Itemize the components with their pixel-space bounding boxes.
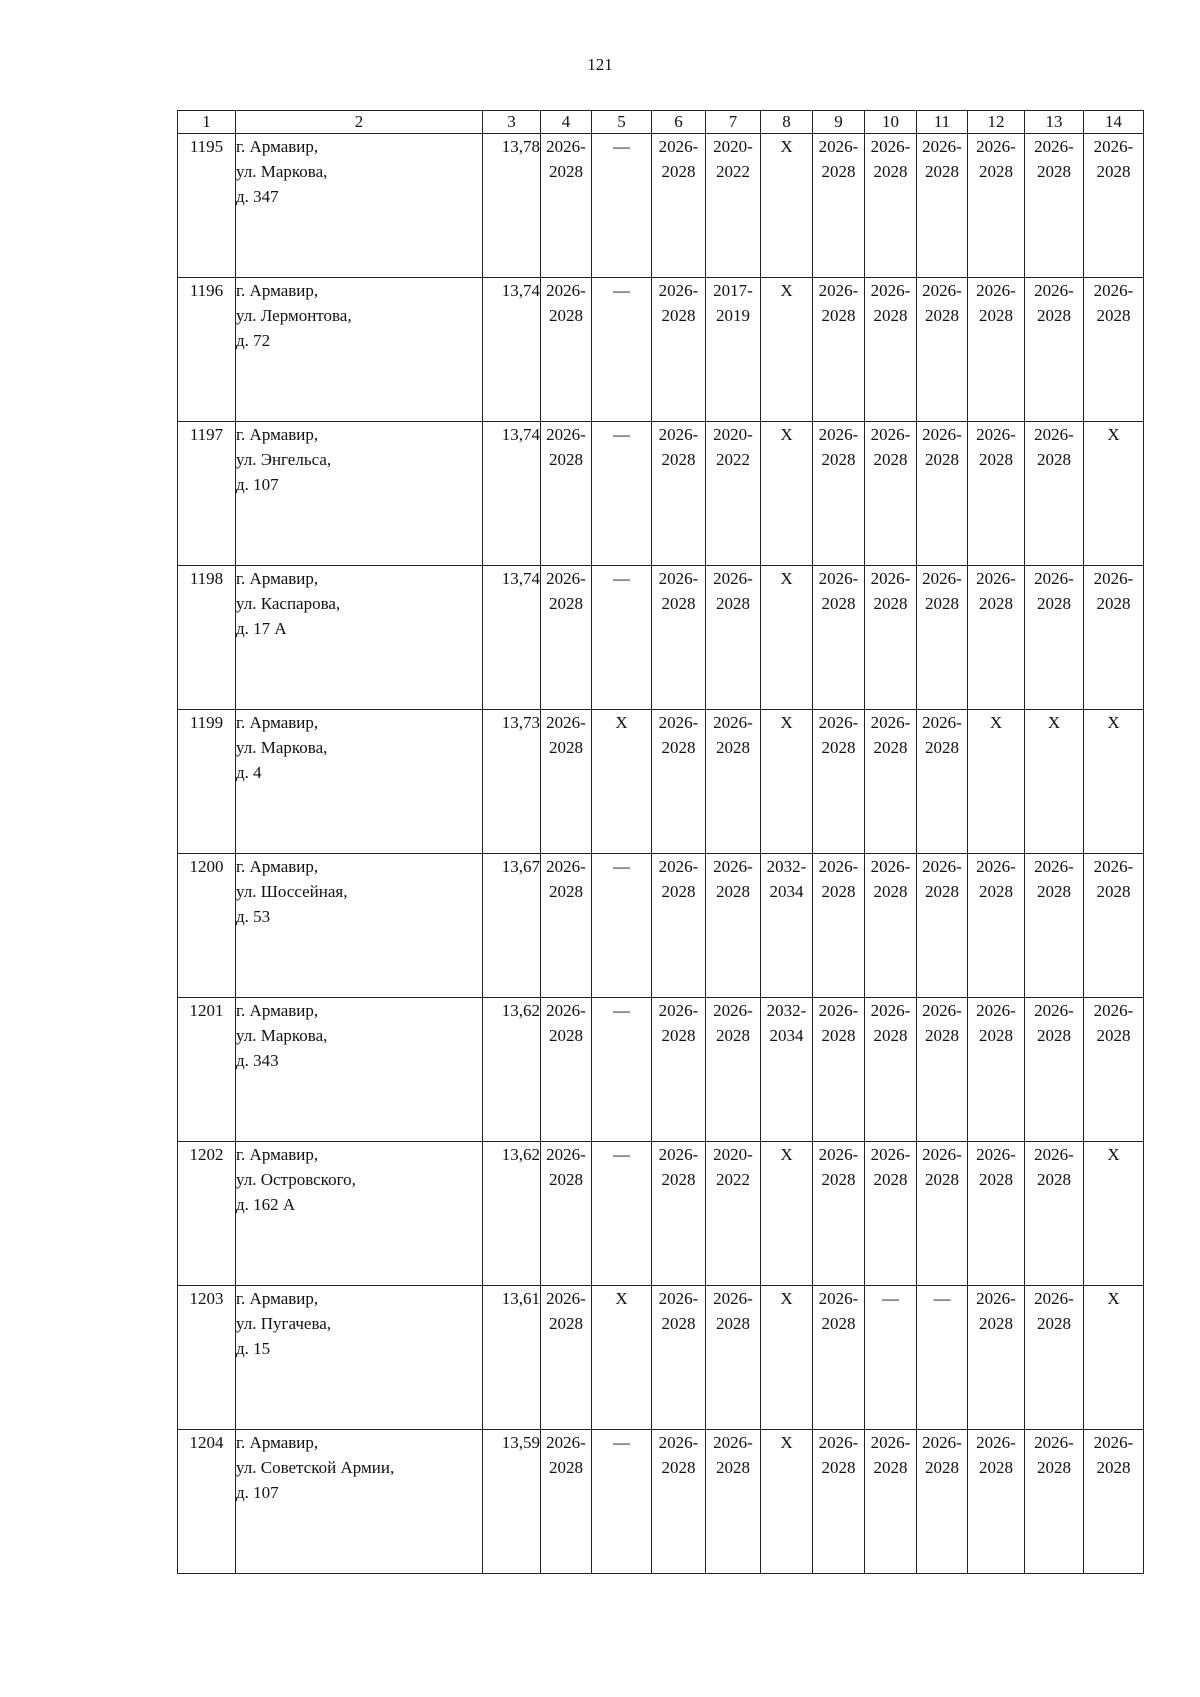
table-row: [178, 710, 1144, 854]
period-cell-col-7: 2020- 2022: [706, 422, 761, 566]
address-line: д. 72: [236, 331, 271, 350]
table-row: [178, 1430, 1144, 1574]
column-header-12: 12: [968, 111, 1025, 134]
period-cell-col-11: 2026- 2028: [917, 1430, 968, 1574]
period-cell-col-11: 2026- 2028: [917, 278, 968, 422]
period-cell-col-12: 2026- 2028: [968, 566, 1025, 710]
period-cell-col-8: 2032- 2034: [761, 854, 813, 998]
period-cell-col-7: 2017- 2019: [706, 278, 761, 422]
column-header-14: 14: [1084, 111, 1144, 134]
column-header-9: 9: [813, 111, 865, 134]
period-cell-col-6: 2026- 2028: [652, 854, 706, 998]
period-cell-col-5: —: [592, 566, 652, 710]
period-cell-col-6: 2026- 2028: [652, 278, 706, 422]
address-cell: [236, 710, 483, 854]
row-number: 1195: [178, 134, 236, 278]
address-line: д. 343: [236, 1051, 279, 1070]
period-cell-col-14: 2026- 2028: [1084, 134, 1144, 278]
period-cell-col-7: 2026- 2028: [706, 1430, 761, 1574]
period-cell-col-9: 2026- 2028: [813, 1142, 865, 1286]
period-cell-col-12: 2026- 2028: [968, 1286, 1025, 1430]
period-cell-col-7: 2026- 2028: [706, 710, 761, 854]
address-line: д. 347: [236, 187, 279, 206]
period-cell-col-5: —: [592, 1142, 652, 1286]
period-cell-col-13: 2026- 2028: [1025, 1286, 1084, 1430]
period-cell-col-5: —: [592, 134, 652, 278]
row-number: 1204: [178, 1430, 236, 1574]
address-line: г. Армавир,: [236, 569, 319, 588]
period-cell-col-4: 2026- 2028: [541, 854, 592, 998]
address-line: г. Армавир,: [236, 425, 319, 444]
column-header-11: 11: [917, 111, 968, 134]
period-cell-col-10: 2026- 2028: [865, 1430, 917, 1574]
column-header-10: 10: [865, 111, 917, 134]
period-cell-col-13: 2026- 2028: [1025, 1430, 1084, 1574]
period-cell-col-7: 2020- 2022: [706, 1142, 761, 1286]
period-cell-col-14: X: [1084, 422, 1144, 566]
area-value: 13,74: [483, 278, 541, 422]
table-row: [178, 998, 1144, 1142]
address-line: ул. Энгельса,: [236, 450, 332, 469]
row-number: 1196: [178, 278, 236, 422]
table-row: [178, 422, 1144, 566]
address-line: ул. Каспарова,: [236, 594, 341, 613]
area-value: 13,61: [483, 1286, 541, 1430]
period-cell-col-12: 2026- 2028: [968, 854, 1025, 998]
registry-table: [177, 110, 1144, 1574]
address-line: ул. Советской Армии,: [236, 1458, 395, 1477]
column-header-4: 4: [541, 111, 592, 134]
period-cell-col-7: 2020- 2022: [706, 134, 761, 278]
address-line: г. Армавир,: [236, 1433, 319, 1452]
period-cell-col-6: 2026- 2028: [652, 710, 706, 854]
column-header-5: 5: [592, 111, 652, 134]
period-cell-col-10: 2026- 2028: [865, 422, 917, 566]
period-cell-col-11: 2026- 2028: [917, 566, 968, 710]
period-cell-col-10: 2026- 2028: [865, 854, 917, 998]
period-cell-col-13: 2026- 2028: [1025, 278, 1084, 422]
address-cell: [236, 278, 483, 422]
period-cell-col-9: 2026- 2028: [813, 1286, 865, 1430]
address-cell: [236, 422, 483, 566]
period-cell-col-6: 2026- 2028: [652, 134, 706, 278]
address-cell: [236, 854, 483, 998]
period-cell-col-6: 2026- 2028: [652, 1142, 706, 1286]
period-cell-col-13: 2026- 2028: [1025, 566, 1084, 710]
period-cell-col-14: X: [1084, 710, 1144, 854]
period-cell-col-4: 2026- 2028: [541, 422, 592, 566]
period-cell-col-11: 2026- 2028: [917, 134, 968, 278]
period-cell-col-9: 2026- 2028: [813, 854, 865, 998]
area-value: 13,78: [483, 134, 541, 278]
column-header-2: 2: [236, 111, 483, 134]
period-cell-col-11: —: [917, 1286, 968, 1430]
column-header-6: 6: [652, 111, 706, 134]
period-cell-col-5: —: [592, 1430, 652, 1574]
period-cell-col-14: 2026- 2028: [1084, 1430, 1144, 1574]
period-cell-col-8: X: [761, 1142, 813, 1286]
address-line: ул. Шоссейная,: [236, 882, 348, 901]
address-line: д. 53: [236, 907, 271, 926]
period-cell-col-8: X: [761, 566, 813, 710]
area-value: 13,73: [483, 710, 541, 854]
address-line: д. 17 А: [236, 619, 287, 638]
period-cell-col-4: 2026- 2028: [541, 1142, 592, 1286]
row-number: 1200: [178, 854, 236, 998]
address-cell: [236, 998, 483, 1142]
address-line: ул. Пугачева,: [236, 1314, 332, 1333]
area-value: 13,74: [483, 566, 541, 710]
period-cell-col-9: 2026- 2028: [813, 566, 865, 710]
period-cell-col-5: —: [592, 278, 652, 422]
period-cell-col-4: 2026- 2028: [541, 1286, 592, 1430]
address-line: д. 107: [236, 1483, 279, 1502]
row-number: 1201: [178, 998, 236, 1142]
table-body: [178, 134, 1144, 1574]
address-cell: [236, 1430, 483, 1574]
period-cell-col-8: X: [761, 1286, 813, 1430]
address-line: г. Армавир,: [236, 281, 319, 300]
row-number: 1198: [178, 566, 236, 710]
period-cell-col-12: 2026- 2028: [968, 998, 1025, 1142]
address-cell: [236, 1286, 483, 1430]
period-cell-col-4: 2026- 2028: [541, 278, 592, 422]
period-cell-col-5: X: [592, 710, 652, 854]
period-cell-col-9: 2026- 2028: [813, 134, 865, 278]
address-cell: [236, 1142, 483, 1286]
row-number: 1203: [178, 1286, 236, 1430]
row-number: 1197: [178, 422, 236, 566]
period-cell-col-4: 2026- 2028: [541, 998, 592, 1142]
period-cell-col-13: 2026- 2028: [1025, 854, 1084, 998]
page-number: 121: [587, 55, 613, 74]
address-line: г. Армавир,: [236, 1001, 319, 1020]
period-cell-col-12: 2026- 2028: [968, 1142, 1025, 1286]
period-cell-col-9: 2026- 2028: [813, 278, 865, 422]
period-cell-col-7: 2026- 2028: [706, 566, 761, 710]
period-cell-col-13: X: [1025, 710, 1084, 854]
period-cell-col-10: 2026- 2028: [865, 278, 917, 422]
table-row: [178, 1286, 1144, 1430]
period-cell-col-11: 2026- 2028: [917, 422, 968, 566]
period-cell-col-8: X: [761, 134, 813, 278]
period-cell-col-14: 2026- 2028: [1084, 278, 1144, 422]
address-line: г. Армавир,: [236, 1289, 319, 1308]
period-cell-col-14: 2026- 2028: [1084, 566, 1144, 710]
period-cell-col-10: —: [865, 1286, 917, 1430]
period-cell-col-11: 2026- 2028: [917, 998, 968, 1142]
period-cell-col-13: 2026- 2028: [1025, 1142, 1084, 1286]
address-line: д. 15: [236, 1339, 271, 1358]
column-header-7: 7: [706, 111, 761, 134]
address-line: ул. Маркова,: [236, 738, 328, 757]
period-cell-col-10: 2026- 2028: [865, 710, 917, 854]
period-cell-col-12: 2026- 2028: [968, 134, 1025, 278]
area-value: 13,62: [483, 1142, 541, 1286]
period-cell-col-6: 2026- 2028: [652, 566, 706, 710]
period-cell-col-14: 2026- 2028: [1084, 998, 1144, 1142]
table-row: [178, 278, 1144, 422]
period-cell-col-13: 2026- 2028: [1025, 998, 1084, 1142]
period-cell-col-9: 2026- 2028: [813, 710, 865, 854]
period-cell-col-5: —: [592, 422, 652, 566]
period-cell-col-12: 2026- 2028: [968, 422, 1025, 566]
row-number: 1202: [178, 1142, 236, 1286]
period-cell-col-13: 2026- 2028: [1025, 134, 1084, 278]
area-value: 13,62: [483, 998, 541, 1142]
address-line: ул. Маркова,: [236, 162, 328, 181]
period-cell-col-14: X: [1084, 1142, 1144, 1286]
column-header-8: 8: [761, 111, 813, 134]
column-header-3: 3: [483, 111, 541, 134]
period-cell-col-7: 2026- 2028: [706, 854, 761, 998]
period-cell-col-10: 2026- 2028: [865, 566, 917, 710]
area-value: 13,59: [483, 1430, 541, 1574]
period-cell-col-8: 2032- 2034: [761, 998, 813, 1142]
period-cell-col-6: 2026- 2028: [652, 998, 706, 1142]
address-line: ул. Лермонтова,: [236, 306, 352, 325]
period-cell-col-9: 2026- 2028: [813, 1430, 865, 1574]
address-line: д. 4: [236, 763, 262, 782]
period-cell-col-9: 2026- 2028: [813, 422, 865, 566]
area-value: 13,74: [483, 422, 541, 566]
address-cell: [236, 134, 483, 278]
area-value: 13,67: [483, 854, 541, 998]
period-cell-col-11: 2026- 2028: [917, 1142, 968, 1286]
period-cell-col-8: X: [761, 710, 813, 854]
table-row: [178, 1142, 1144, 1286]
address-line: ул. Островского,: [236, 1170, 356, 1189]
period-cell-col-12: X: [968, 710, 1025, 854]
period-cell-col-4: 2026- 2028: [541, 134, 592, 278]
header-row: [178, 111, 1144, 134]
period-cell-col-5: —: [592, 998, 652, 1142]
period-cell-col-11: 2026- 2028: [917, 854, 968, 998]
period-cell-col-4: 2026- 2028: [541, 710, 592, 854]
period-cell-col-10: 2026- 2028: [865, 1142, 917, 1286]
period-cell-col-14: 2026- 2028: [1084, 854, 1144, 998]
table-row: [178, 854, 1144, 998]
period-cell-col-7: 2026- 2028: [706, 998, 761, 1142]
period-cell-col-7: 2026- 2028: [706, 1286, 761, 1430]
address-line: ул. Маркова,: [236, 1026, 328, 1045]
period-cell-col-8: X: [761, 422, 813, 566]
period-cell-col-5: X: [592, 1286, 652, 1430]
period-cell-col-14: X: [1084, 1286, 1144, 1430]
table-row: [178, 134, 1144, 278]
period-cell-col-10: 2026- 2028: [865, 134, 917, 278]
period-cell-col-12: 2026- 2028: [968, 278, 1025, 422]
column-header-1: 1: [178, 111, 236, 134]
period-cell-col-5: —: [592, 854, 652, 998]
column-header-13: 13: [1025, 111, 1084, 134]
period-cell-col-4: 2026- 2028: [541, 566, 592, 710]
period-cell-col-6: 2026- 2028: [652, 1286, 706, 1430]
period-cell-col-6: 2026- 2028: [652, 1430, 706, 1574]
address-line: д. 107: [236, 475, 279, 494]
period-cell-col-6: 2026- 2028: [652, 422, 706, 566]
period-cell-col-12: 2026- 2028: [968, 1430, 1025, 1574]
period-cell-col-8: X: [761, 278, 813, 422]
address-line: д. 162 А: [236, 1195, 296, 1214]
address-line: г. Армавир,: [236, 137, 319, 156]
period-cell-col-10: 2026- 2028: [865, 998, 917, 1142]
table-row: [178, 566, 1144, 710]
period-cell-col-11: 2026- 2028: [917, 710, 968, 854]
address-cell: [236, 566, 483, 710]
address-line: г. Армавир,: [236, 857, 319, 876]
period-cell-col-9: 2026- 2028: [813, 998, 865, 1142]
address-line: г. Армавир,: [236, 1145, 319, 1164]
address-line: г. Армавир,: [236, 713, 319, 732]
period-cell-col-8: X: [761, 1430, 813, 1574]
period-cell-col-13: 2026- 2028: [1025, 422, 1084, 566]
row-number: 1199: [178, 710, 236, 854]
period-cell-col-4: 2026- 2028: [541, 1430, 592, 1574]
